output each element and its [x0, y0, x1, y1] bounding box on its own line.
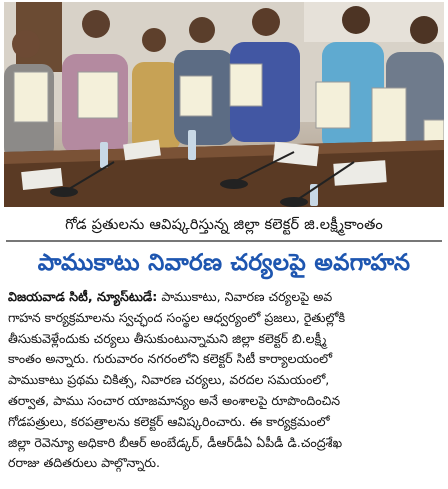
article-dateline: విజయవాడ సిటీ, న్యూస్‌టుడే: — [8, 289, 158, 304]
article-line-5: పాముకాటు ప్రథమ చికిత్స, నివారణ చర్యలు, వరదల సమయంలో, — [8, 372, 330, 388]
article-headline: పాముకాటు నివారణ చర్యలపై అవగాహన — [37, 250, 411, 276]
article-line-7: గోడపత్రులు, కరపత్రాలను కలెక్టర్ ఆవిష్కరించారు. ఈ కార్యక్రమంలో — [8, 413, 330, 429]
news-photo — [4, 2, 444, 207]
article-line-1: విజయవాడ సిటీ, న్యూస్‌టుడే: పాముకాటు, నివారణ చర్యలపై అవ — [8, 289, 333, 304]
article-line-3: తీసుకువెళ్లేందుకు చర్యలు తీసుకుంటున్నామని జిల్లా కలెక్టర్ బి.లక్ష్మీ — [8, 330, 327, 346]
article-line-8: జిల్లా రెవెన్యూ అధికారి బీఆర్ అంబేడ్కర్, డీఆర్‌డీఏ ఏపీడీ డి.చంద్రశేఖ — [8, 434, 343, 450]
photo-caption: గోడ ప్రతులను ఆవిష్కరిస్తున్న జిల్లా కలెక్టర్ జి.లక్ష్మీకాంతం — [65, 217, 383, 233]
article-body — [8, 287, 440, 474]
article-line-2: గాహన కార్యక్రమాలను స్వచ్ఛంద సంస్థల ఆధ్వర్యంలో ప్రజలు, రైతుల్లోకి — [8, 309, 346, 325]
photo-illustration — [4, 2, 444, 207]
caption-divider — [6, 240, 442, 242]
article-line-6: తర్వాత, పాము సంచార యాజమాన్యం అనే అంశాలపై రూపొందించిన — [8, 392, 341, 408]
article-line-9: రరాజు తదితరులు పాల్గొన్నారు. — [8, 455, 161, 471]
article-line-4: కాంతం అన్నారు. గురువారం నగరంలోని కలెక్టర్ సిటీ కార్యాలయంలో — [8, 351, 333, 367]
